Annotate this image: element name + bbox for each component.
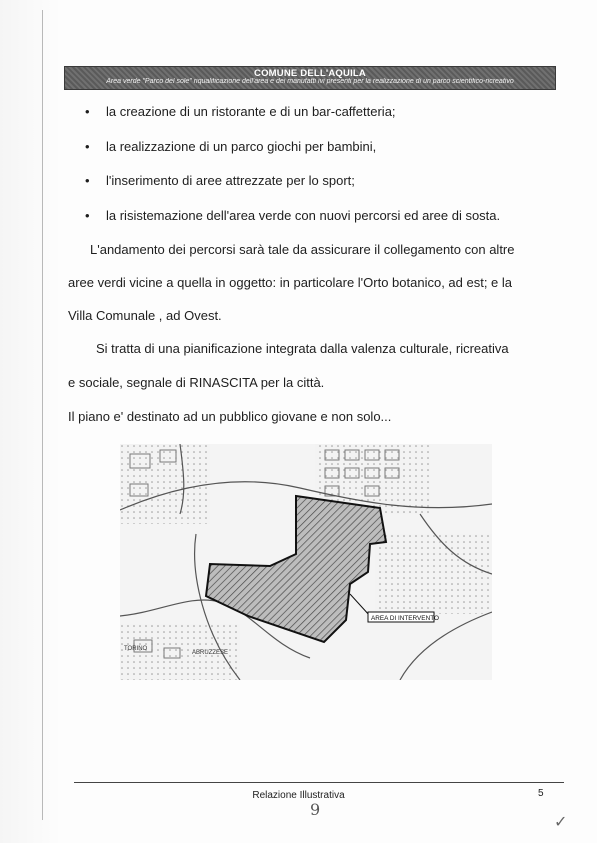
scan-shadow	[0, 0, 62, 843]
paragraph-line	[68, 374, 558, 392]
handwritten-page-number: 9	[310, 800, 321, 819]
bullet-text: l'inserimento di aree attrezzate per lo sport;	[106, 173, 355, 188]
bullet-dot: •	[85, 207, 90, 223]
map-urban-block	[375, 534, 492, 614]
header-banner	[64, 66, 556, 90]
paragraph-line: Si tratta di una pianificazione integrata dalla valenza culturale, ricreativa	[96, 341, 509, 356]
bullet-dot: •	[85, 173, 90, 188]
paragraph-line: aree verdi vicine a quella in oggetto: in particolare l'Orto botanico, ad est; e la	[68, 275, 513, 290]
area-label: AREA DI INTERVENTO	[371, 615, 439, 622]
bullet-text: la risistemazione dell'area verde con nuovi percorsi ed aree di sosta.	[106, 207, 501, 223]
map-label-left: TORINO	[124, 646, 148, 652]
margin-line	[42, 10, 43, 820]
site-plan-map	[120, 444, 492, 680]
footer-title: Relazione Illustrativa	[252, 790, 345, 801]
paragraph-text: per la città.	[257, 375, 325, 390]
bullet-item	[82, 207, 552, 242]
bullet-item	[82, 172, 552, 207]
bullet-item	[82, 103, 552, 138]
footer-rule	[74, 782, 564, 783]
paragraph-line: L'andamento dei percorsi sarà tale da assicurare il collegamento con altre	[90, 242, 515, 257]
bullet-text: la creazione di un ristorante e di un bar-caffetteria;	[106, 104, 396, 119]
paragraph-line: Villa Comunale , ad Ovest.	[68, 308, 222, 323]
bullet-text: la realizzazione di un parco giochi per bambini,	[106, 138, 377, 154]
bullet-list	[82, 103, 552, 241]
page-number: 5	[538, 788, 544, 799]
paragraph-line: Il piano e' destinato ad un pubblico giovane e non solo...	[68, 409, 392, 424]
paragraph-text: e sociale, segnale di	[68, 375, 190, 390]
bullet-item	[82, 138, 552, 173]
bullet-dot: •	[85, 104, 90, 119]
header-title: COMUNE DELL'AQUILA	[254, 68, 366, 79]
header-subtitle: Area verde "Parco del sole" riqualificazione dell'area e dei manufatti ivi presenti per la realizzazione di un parco scientifico-ricreativo	[106, 78, 514, 85]
map-label-street: ABRUZZESE	[192, 650, 229, 656]
bullet-dot: •	[85, 138, 90, 154]
rinascita-emphasis: RINASCITA	[189, 375, 258, 390]
check-mark-icon: ✓	[554, 814, 568, 831]
